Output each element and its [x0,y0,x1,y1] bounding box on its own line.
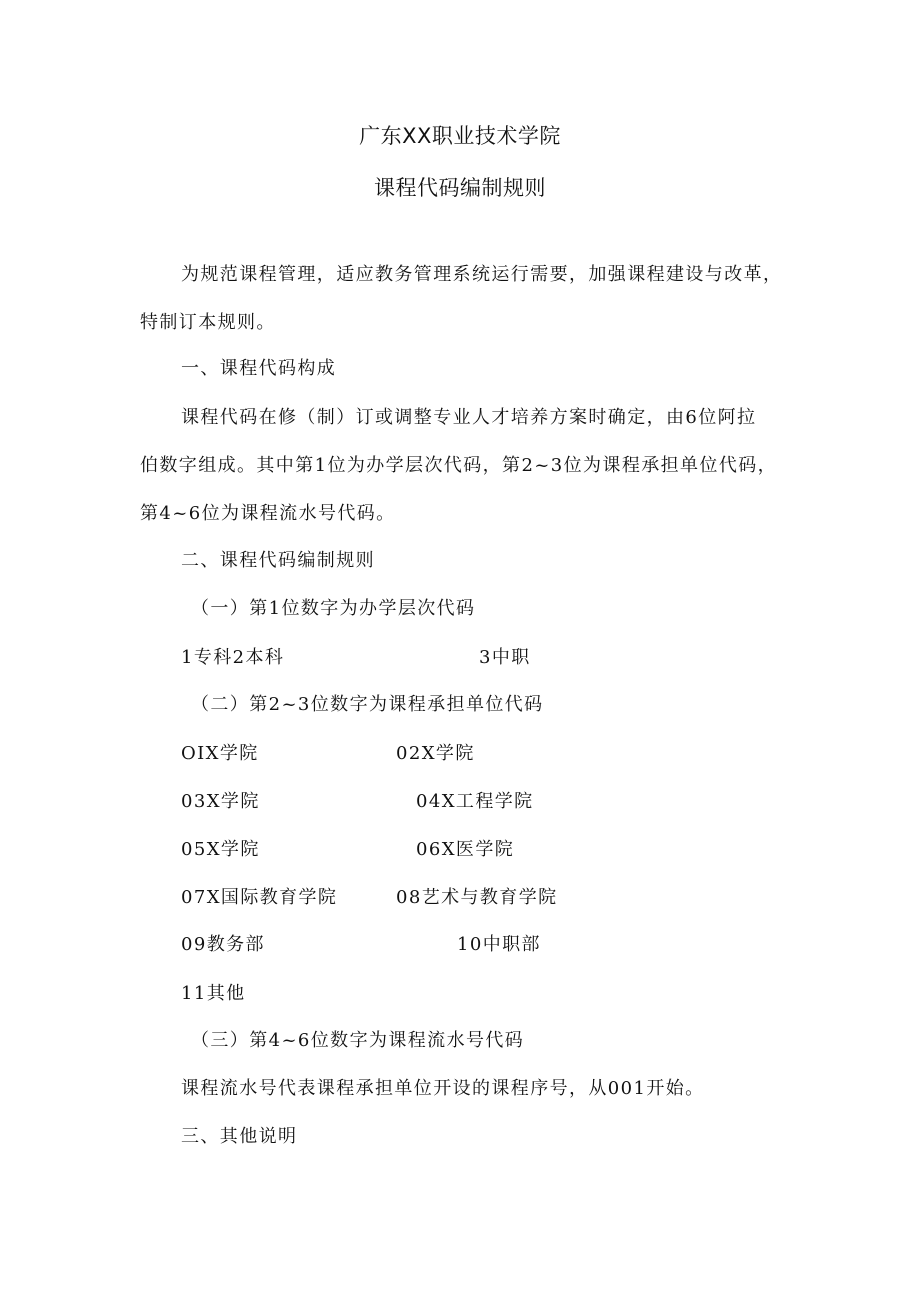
section1-para-line-1: 课程代码在修（制）订或调整专业人才培养方案时确定，由6位阿拉 [181,407,757,428]
unit-code-right: 10中职部 [457,934,541,955]
level-code-left: 1专科2本科 [181,647,285,668]
unit-code-right: 08艺术与教育学院 [396,887,558,908]
unit-code-left: 11其他 [181,983,246,1004]
intro-line-1: 为规范课程管理，适应教务管理系统运行需要，加强课程建设与改革， [181,264,783,285]
unit-code-left: OIX学院 [181,743,259,764]
level-code-right: 3中职 [479,647,531,668]
sub2-heading: （二）第2~3位数字为课程承担单位代码 [191,694,544,715]
document-title: 广东XX职业技术学院 [359,124,561,148]
section2-heading: 二、课程代码编制规则 [181,550,375,571]
section1-heading: 一、课程代码构成 [181,358,337,379]
sub3-heading: （三）第4~6位数字为课程流水号代码 [191,1030,525,1051]
unit-code-right: 02X学院 [396,743,475,764]
sub3-text: 课程流水号代表课程承担单位开设的课程序号，从001开始。 [181,1078,705,1099]
unit-code-left: 09教务部 [181,934,265,955]
unit-code-left: 07X国际教育学院 [181,887,338,908]
section3-heading: 三、其他说明 [181,1126,298,1147]
document-subtitle: 课程代码编制规则 [374,176,546,200]
unit-code-left: 05X学院 [181,839,260,860]
unit-code-right: 04X工程学院 [416,791,534,812]
intro-line-2: 特制订本规则。 [140,312,276,333]
section1-para-line-3: 第4~6位为课程流水号代码。 [140,503,396,524]
section1-para-line-2: 伯数字组成。其中第1位为办学层次代码，第2~3位为课程承担单位代码， [140,455,778,476]
sub1-heading: （一）第1位数字为办学层次代码 [191,598,476,619]
unit-code-left: 03X学院 [181,791,260,812]
unit-code-right: 06X医学院 [416,839,515,860]
